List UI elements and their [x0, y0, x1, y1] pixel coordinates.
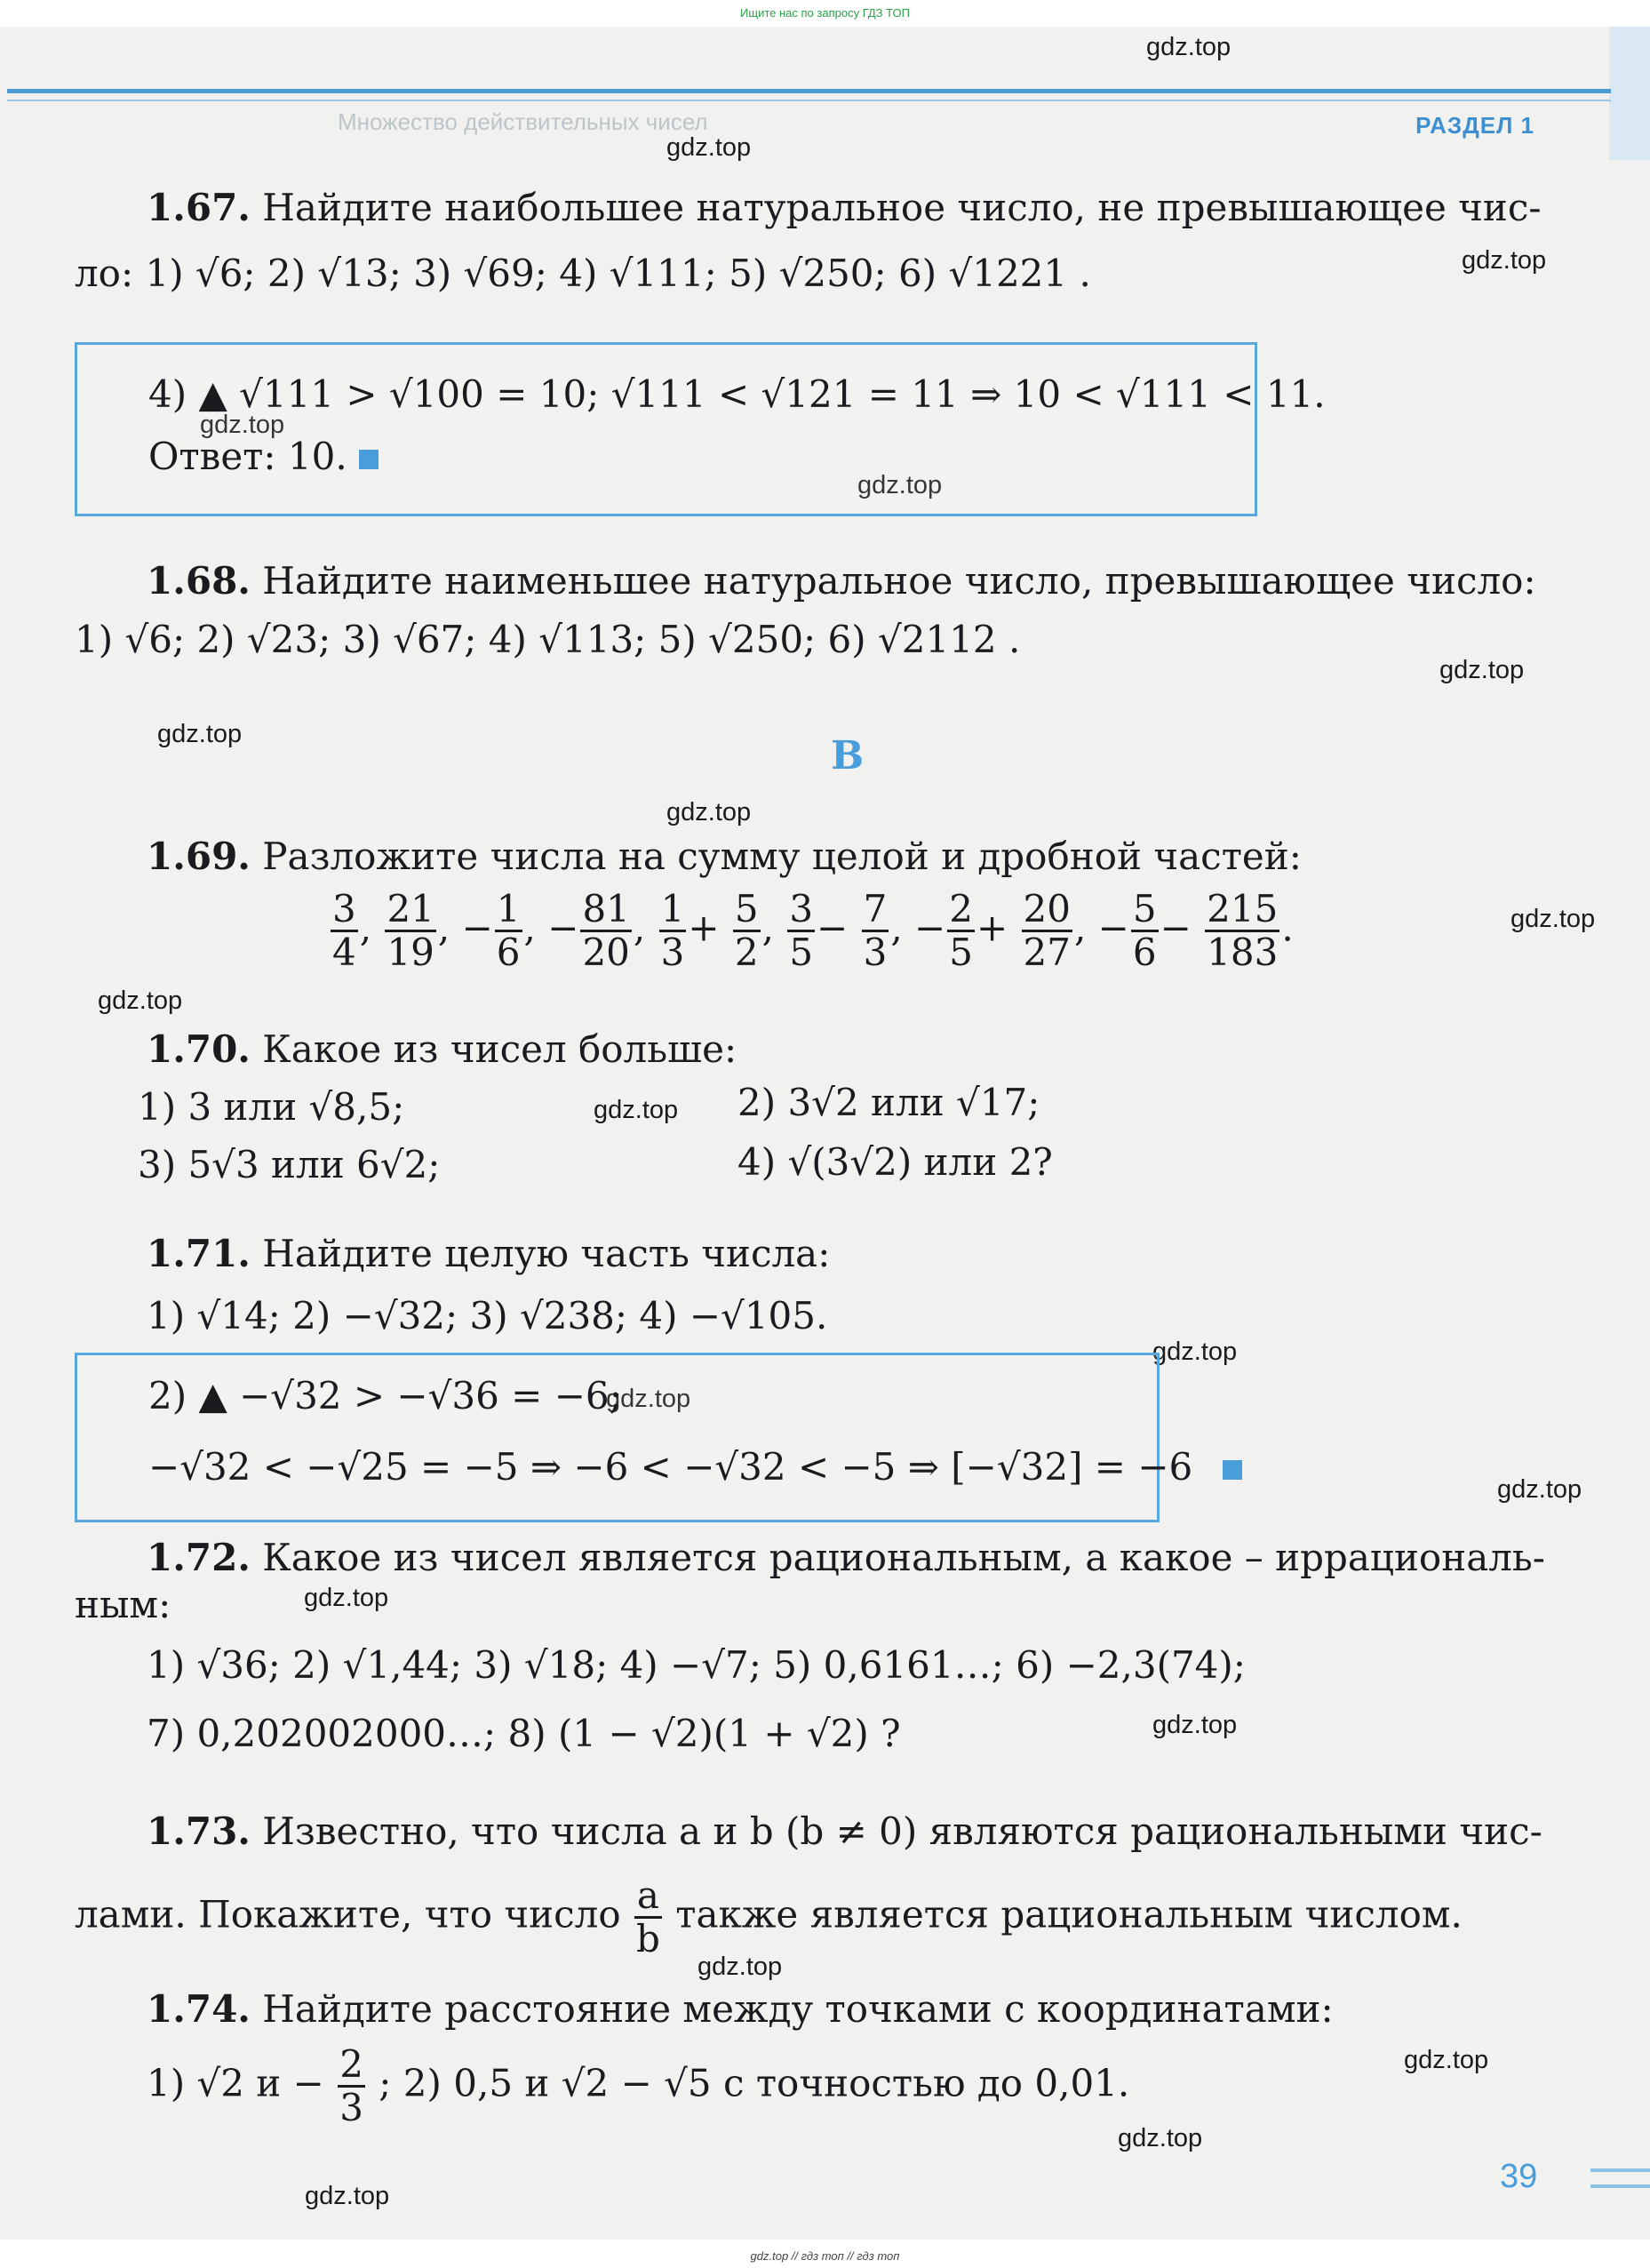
exercise-1-71: 1.71. Найдите целую часть числа: — [147, 1232, 831, 1275]
solution-line: 4) ▲ √111 > √100 = 10; √111 < √121 = 11 ⇒ 10 < √111 < 11. — [148, 372, 1326, 416]
solution-line-2: −√32 < −√25 = −5 ⇒ −6 < −√32 < −5 ⇒ [−√32] = −6 — [148, 1444, 1242, 1490]
fraction: $\frac{5}{2}$ — [734, 887, 759, 974]
watermark: gdz.top — [1146, 33, 1232, 61]
exercise-1-74-items: 1) √2 и − $\frac{2}{3}$ ; 2) 0,5 и √2 − √5 с точностью до 0,01. — [147, 2042, 1130, 2129]
fraction: $\frac{3}{4}$ — [332, 887, 356, 974]
solution-box-1-67 — [75, 342, 1326, 516]
watermark: gdz.top — [200, 411, 285, 439]
item-4: 4) √(3√2) или 2? — [737, 1140, 1053, 1184]
watermark: gdz.top — [1152, 1338, 1238, 1366]
difficulty-level-letter: B — [831, 733, 865, 779]
watermark: gdz.top — [98, 986, 183, 1015]
fraction: $\frac{215}{183}$ — [1207, 887, 1279, 974]
exercise-1-69: 1.69. Разложите числа на сумму целой и дробной частей: — [147, 835, 1302, 878]
top-banner: Ищите нас по запросу ГДЗ ТОП — [740, 6, 910, 20]
fraction: $\frac{20}{27}$ — [1023, 887, 1071, 974]
fraction: $\frac{1}{6}$ — [496, 887, 521, 974]
fraction-separator: − — [1160, 906, 1204, 950]
fraction-two-thirds: $\frac{2}{3}$ — [339, 2042, 363, 2129]
exercise-1-71-items: 1) √14; 2) −√32; 3) √238; 4) −√105. — [147, 1294, 828, 1338]
exercise-1-72: 1.72. Какое из чисел является рациональным, а какое – иррациональ- — [147, 1536, 1545, 1579]
fraction-separator: + — [976, 906, 1020, 950]
fraction-sign: − — [547, 906, 579, 950]
footer-decoration — [1590, 2168, 1650, 2188]
watermark: gdz.top — [304, 1584, 389, 1612]
fraction: $\frac{1}{3}$ — [660, 887, 685, 974]
fraction-list — [329, 889, 1294, 973]
watermark: gdz.top — [1439, 656, 1525, 684]
fraction-separator: + — [688, 906, 731, 950]
fraction: $\frac{81}{20}$ — [582, 887, 630, 974]
exercise-1-67: 1.67. Найдите наибольшее натуральное число, не превышающее чис- — [147, 186, 1542, 229]
answer-line: Ответ: 10. — [148, 434, 379, 480]
watermark: gdz.top — [857, 471, 943, 499]
watermark: gdz.top — [157, 720, 243, 748]
watermark: gdz.top — [1404, 2046, 1489, 2074]
fraction: $\frac{2}{5}$ — [949, 887, 973, 974]
exercise-1-73-cont: лами. Покажите, что число $\frac{a}{b}$ также является рациональным числом. — [75, 1873, 1463, 1961]
exercise-1-74: 1.74. Найдите расстояние между точками с координатами: — [147, 1987, 1334, 2031]
fraction: $\frac{7}{3}$ — [863, 887, 888, 974]
exercise-1-67-items: ло: 1) √6; 2) √13; 3) √69; 4) √111; 5) √250; 6) √1221 . — [75, 252, 1091, 295]
bottom-banner: gdz.top // гдз топ // гдз топ — [750, 2249, 900, 2263]
item-1: 1) 3 или √8,5; — [138, 1085, 405, 1129]
solution-line: 2) ▲ −√32 > −√36 = −6; — [148, 1374, 622, 1418]
watermark: gdz.top — [606, 1385, 691, 1413]
section-label: РАЗДЕЛ 1 — [1415, 112, 1534, 139]
watermark: gdz.top — [697, 1953, 783, 1981]
exercise-1-68-items: 1) √6; 2) √23; 3) √67; 4) √113; 5) √250; 6) √2112 . — [75, 618, 1021, 661]
fraction-separator: , — [359, 906, 384, 950]
fraction-separator: , — [1073, 906, 1098, 950]
watermark: gdz.top — [666, 133, 752, 162]
exercise-1-72-cont: ным: — [75, 1583, 171, 1626]
page-edge — [1609, 27, 1650, 160]
watermark: gdz.top — [1118, 2124, 1203, 2152]
exercise-1-73: 1.73. Известно, что числа a и b (b ≠ 0) являются рациональными чис- — [147, 1809, 1542, 1853]
header-rule — [7, 89, 1611, 93]
fraction: $\frac{5}{6}$ — [1132, 887, 1157, 974]
watermark: gdz.top — [1497, 1475, 1582, 1504]
fraction-sign: − — [461, 906, 493, 950]
fraction-a-over-b: $\frac{a}{b}$ — [635, 1873, 660, 1961]
fraction-separator: , — [523, 906, 548, 950]
fraction-separator: , — [633, 906, 658, 950]
fraction: $\frac{3}{5}$ — [789, 887, 814, 974]
watermark: gdz.top — [666, 798, 752, 827]
item-3: 3) 5√3 или 6√2; — [138, 1143, 441, 1186]
page-number: 39 — [1500, 2158, 1538, 2195]
exercise-1-68: 1.68. Найдите наименьшее натуральное число, превышающее число: — [147, 559, 1536, 603]
fraction-separator: , — [437, 906, 462, 950]
watermark: gdz.top — [1462, 246, 1547, 275]
end-square-icon — [1223, 1460, 1242, 1480]
watermark: gdz.top — [1511, 905, 1596, 933]
item-2: 2) 3√2 или √17; — [737, 1081, 1040, 1124]
watermark: gdz.top — [305, 2182, 390, 2210]
watermark: gdz.top — [594, 1096, 679, 1124]
end-square-icon — [359, 450, 379, 469]
exercise-1-70: 1.70. Какое из чисел больше: — [147, 1027, 737, 1071]
header-rule-thin — [7, 100, 1611, 101]
running-title: Множество действительных чисел — [338, 108, 708, 135]
fraction-separator: , — [890, 906, 915, 950]
fraction-separator: , — [761, 906, 786, 950]
fraction: $\frac{21}{19}$ — [387, 887, 434, 974]
solution-box-1-71 — [75, 1353, 1193, 1522]
fraction-sign: − — [914, 906, 946, 950]
exercise-1-72-items: 1) √36; 2) √1,44; 3) √18; 4) −√7; 5) 0,6161…; 6) −2,3(74); — [147, 1643, 1246, 1687]
fraction-separator: . — [1281, 906, 1294, 950]
fraction-sign: − — [1097, 906, 1129, 950]
fraction-separator: − — [817, 906, 860, 950]
exercise-1-72-items-2: 7) 0,202002000…; 8) (1 − √2)(1 + √2) ? — [147, 1712, 901, 1755]
watermark: gdz.top — [1152, 1711, 1238, 1739]
